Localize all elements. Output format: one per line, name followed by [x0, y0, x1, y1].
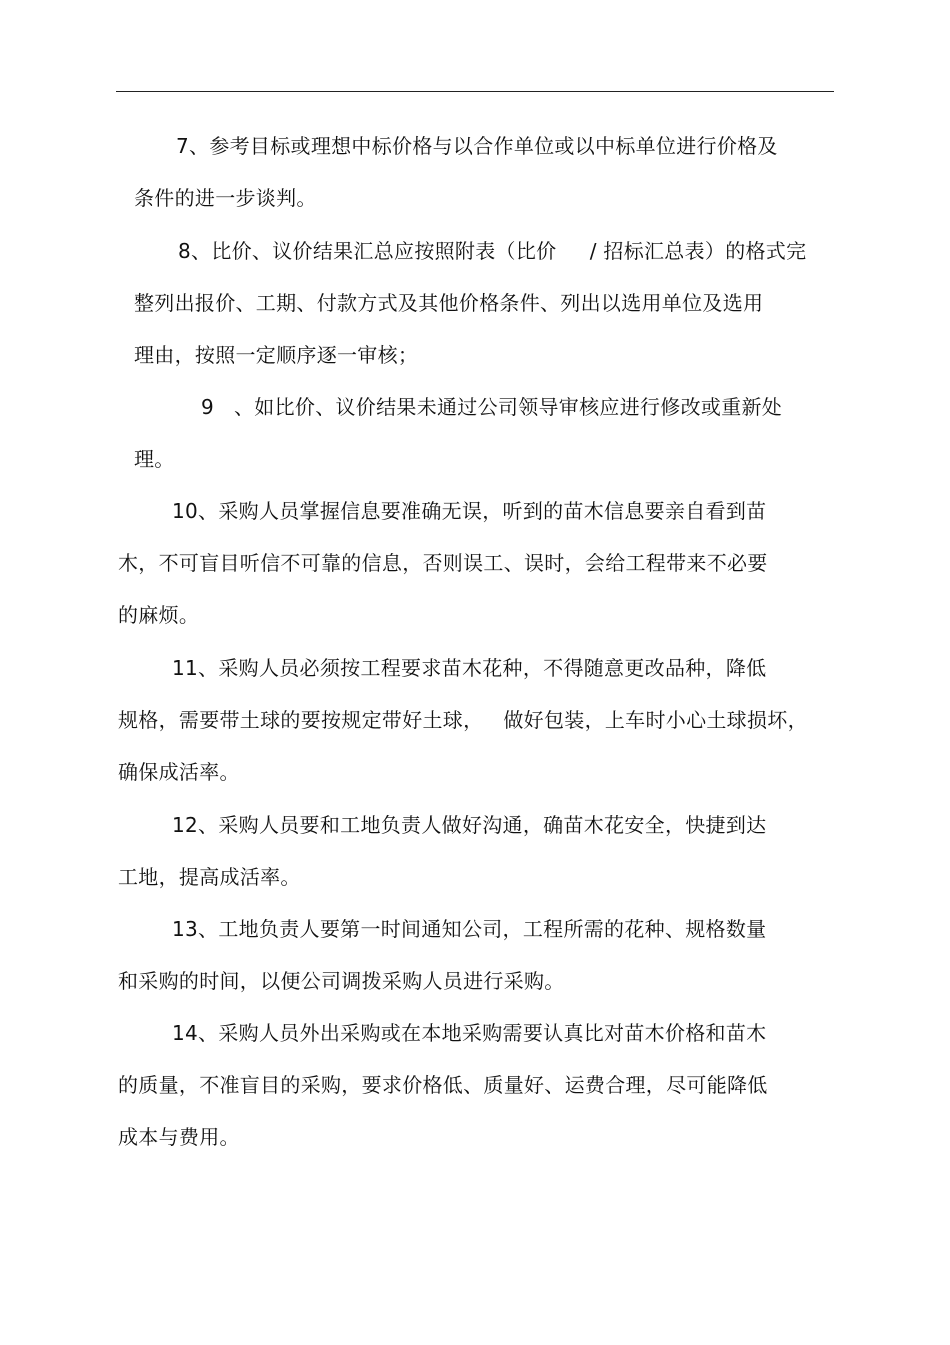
text-line: 木，不可盲目听信不可靠的信息，否则误工、误时，会给工程带来不必要: [118, 551, 768, 575]
text-line: 成本与费用。: [118, 1125, 240, 1149]
text-line: 和采购的时间，以便公司调拨采购人员进行采购。: [118, 969, 565, 993]
text-line: 的质量，不准盲目的采购，要求价格低、质量好、运费合理，尽可能降低: [118, 1073, 768, 1097]
text-line: 条件的进一步谈判。: [134, 186, 317, 210]
text-line: 的麻烦。: [118, 603, 200, 627]
text-line: 13、工地负责人要第一时间通知公司，工程所需的花种、规格数量: [172, 917, 767, 941]
text-line: 工地，提高成活率。: [118, 865, 301, 889]
text-line: 7、参考目标或理想中标价格与以合作单位或以中标单位进行价格及: [176, 134, 778, 158]
text-line: 12、采购人员要和工地负责人做好沟通，确苗木花安全，快捷到达: [172, 813, 767, 837]
text-line: 规格，需要带土球的要按规定带好土球， 做好包装，上车时小心土球损坏，: [118, 708, 808, 732]
text-line: 8、比价、议价结果汇总应按照附表（比价 / 招标汇总表）的格式完: [178, 239, 807, 263]
text-line: 整列出报价、工期、付款方式及其他价格条件、列出以选用单位及选用: [134, 291, 764, 315]
text-line: 确保成活率。: [118, 760, 240, 784]
header-rule: [116, 91, 834, 92]
text-line: 9 、如比价、议价结果未通过公司领导审核应进行修改或重新处: [201, 395, 783, 419]
text-line: 理由，按照一定顺序逐一审核；: [134, 343, 419, 367]
text-line: 14、采购人员外出采购或在本地采购需要认真比对苗木价格和苗木: [172, 1021, 767, 1045]
text-line: 理。: [134, 447, 175, 471]
text-line: 11、采购人员必须按工程要求苗木花种，不得随意更改品种，降低: [172, 656, 767, 680]
text-line: 10、采购人员掌握信息要准确无误，听到的苗木信息要亲自看到苗: [172, 499, 767, 523]
